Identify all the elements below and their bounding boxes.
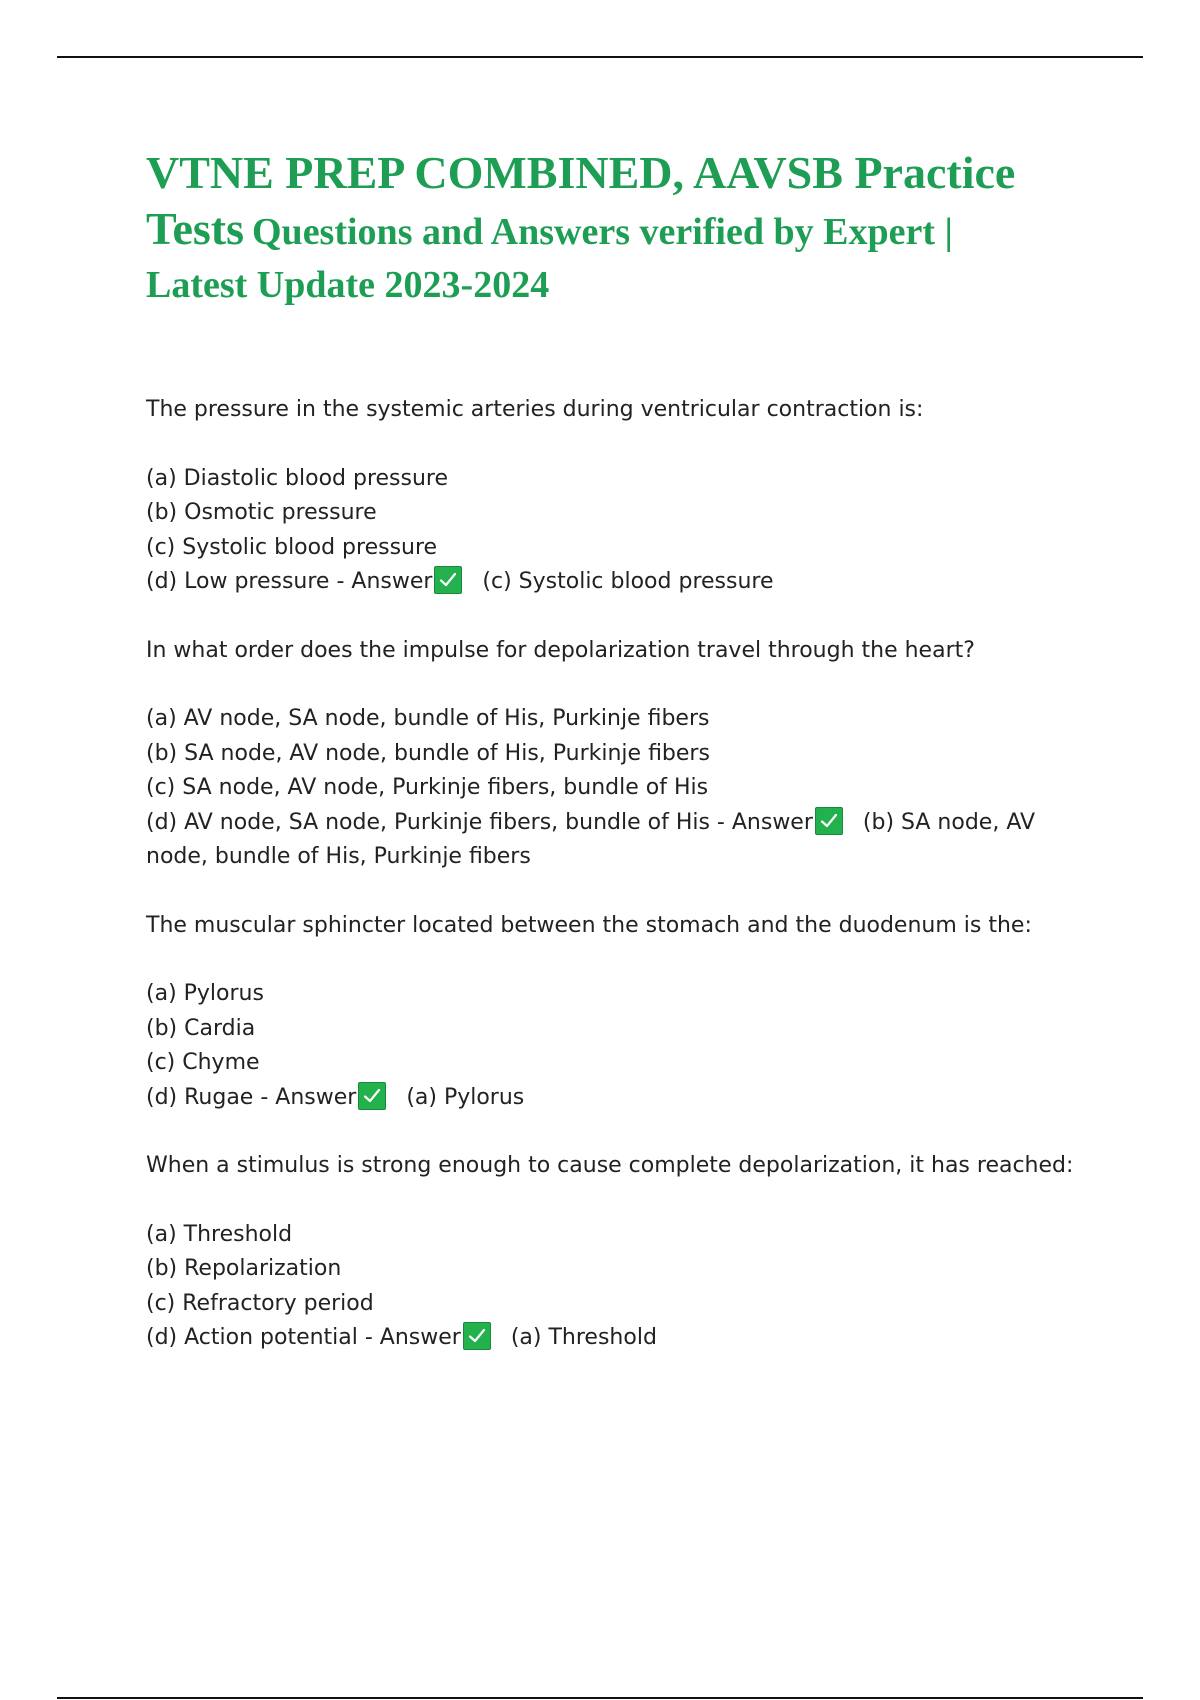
correct-answer: (a) Pylorus [406, 1084, 525, 1110]
option-item: (a) AV node, SA node, bundle of His, Purkinje fibers [146, 706, 710, 731]
check-mark-icon [463, 1322, 491, 1350]
answer-line [146, 1081, 1086, 1116]
option-item: (c) Refractory period [146, 1290, 374, 1316]
option-item: (a) Pylorus [146, 981, 264, 1006]
option-item: (b) SA node, AV node, bundle of His, Purkinje fibers [146, 740, 710, 766]
questions-list [146, 393, 1086, 1356]
options-list [146, 977, 1086, 1115]
answer-line [146, 1321, 1086, 1356]
title-line-2-lead: Tests [146, 203, 244, 254]
option-item: (b) Repolarization [146, 1256, 342, 1281]
option-item: (c) Systolic blood pressure [146, 534, 438, 560]
check-mark-icon [434, 566, 462, 594]
answer-line [146, 806, 1086, 875]
title-line-2 [146, 201, 1086, 261]
question-text: The muscular sphincter located between the stomach and the duodenum is the: [146, 912, 1032, 938]
question-text: In what order does the impulse for depolarization travel through the heart? [146, 637, 975, 663]
answer-line [146, 565, 1086, 600]
document-body [146, 145, 1086, 1390]
question-text: When a stimulus is strong enough to cause complete depolarization, it has reached: [146, 1153, 1074, 1178]
question-block [146, 634, 1086, 875]
last-option: (d) Action potential - Answer [146, 1325, 461, 1350]
option-item: (a) Diastolic blood pressure [146, 465, 449, 491]
correct-answer: (b) SA node, AV node, bundle of His, Purkinje fibers [146, 809, 1036, 869]
options-list [146, 702, 1086, 875]
correct-answer: (a) Threshold [510, 1325, 657, 1350]
option-item: (b) Osmotic pressure [146, 500, 377, 525]
document-title [146, 145, 1086, 309]
check-mark-icon [815, 807, 843, 835]
option-item: (b) Cardia [146, 1015, 256, 1041]
title-line-2-rest: Questions and Answers verified by Expert | [252, 211, 953, 253]
last-option: (d) Rugae - Answer [146, 1084, 357, 1110]
options-list [146, 1218, 1086, 1356]
question-block [146, 909, 1086, 1116]
question-block [146, 393, 1086, 600]
top-rule [57, 56, 1143, 58]
title-line-3: Latest Update 2023-2024 [146, 264, 550, 306]
option-item: (c) Chyme [146, 1050, 260, 1075]
title-line-1: VTNE PREP COMBINED, AAVSB Practice [146, 147, 1016, 198]
correct-answer: (c) Systolic blood pressure [482, 569, 774, 594]
check-mark-icon [358, 1082, 386, 1110]
last-option: (d) AV node, SA node, Purkinje fibers, bundle of His - Answer [146, 809, 813, 835]
option-item: (c) SA node, AV node, Purkinje fibers, bundle of His [146, 775, 709, 800]
question-text: The pressure in the systemic arteries during ventricular contraction is: [146, 397, 924, 422]
question-block [146, 1149, 1086, 1356]
bottom-rule [57, 1697, 1143, 1699]
option-item: (a) Threshold [146, 1221, 293, 1247]
last-option: (d) Low pressure - Answer [146, 569, 433, 594]
options-list [146, 462, 1086, 600]
